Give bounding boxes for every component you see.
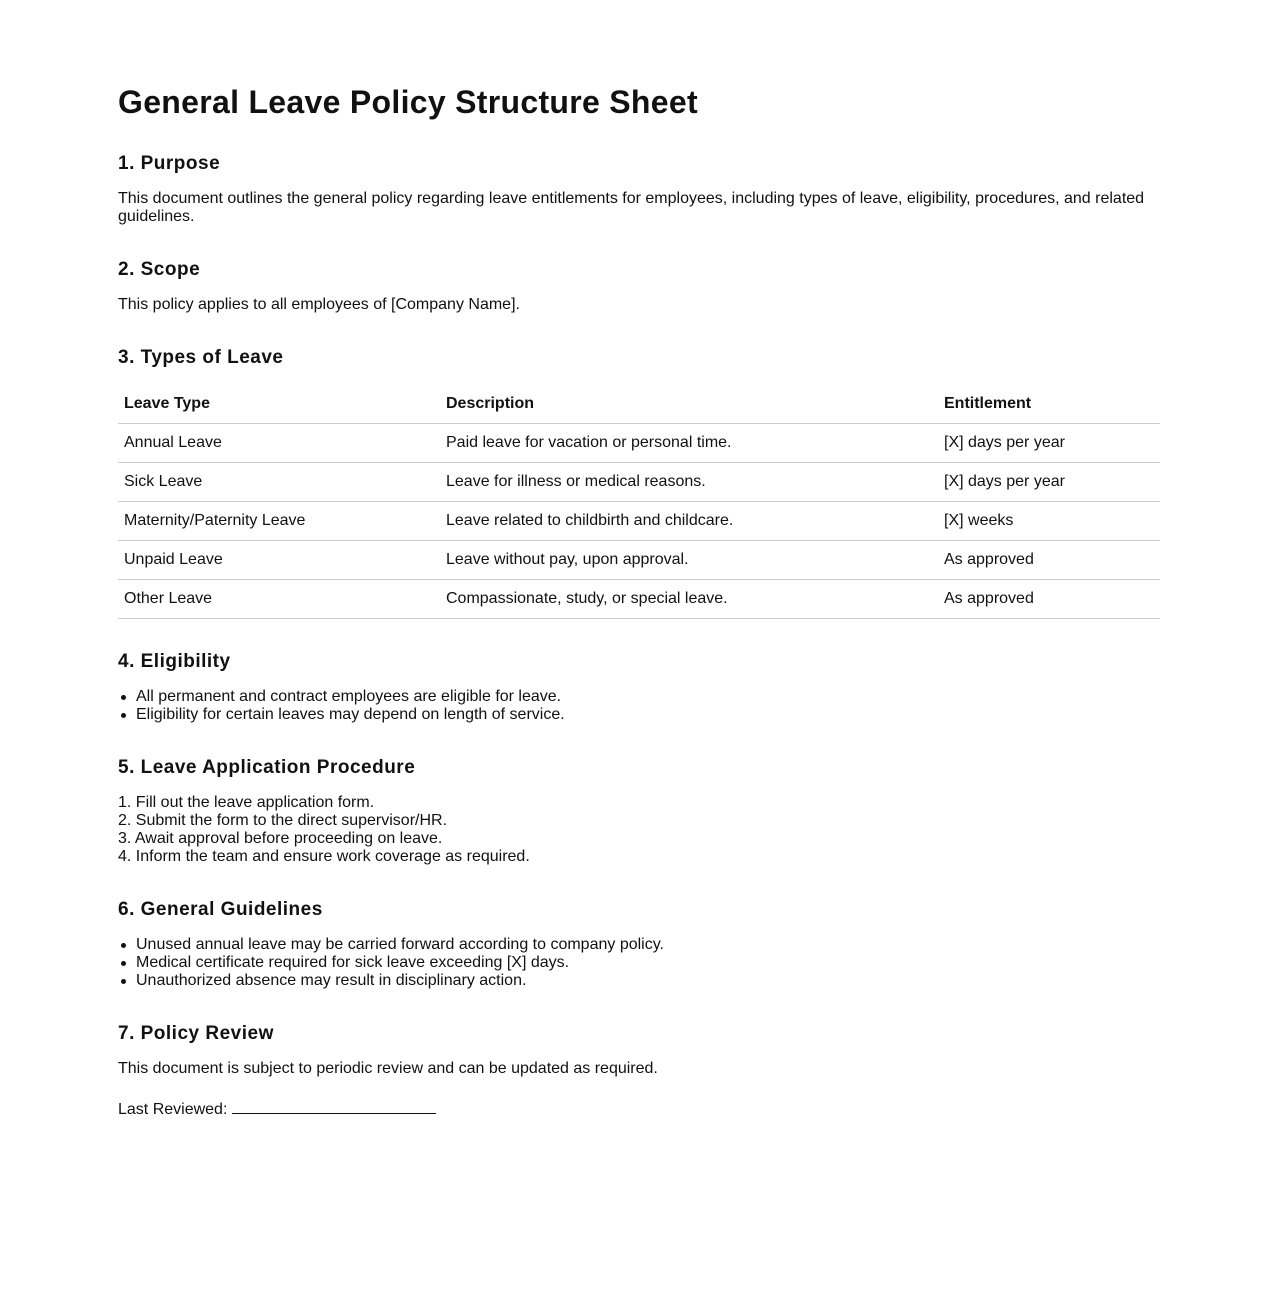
entitlement-cell: As approved bbox=[938, 580, 1160, 619]
list-item: 1. Fill out the leave application form. bbox=[118, 794, 375, 811]
leave-type-cell: Sick Leave bbox=[118, 463, 440, 502]
section-heading-review: 7. Policy Review bbox=[118, 1023, 274, 1044]
description-cell: Paid leave for vacation or personal time. bbox=[440, 424, 938, 463]
section-heading-scope: 2. Scope bbox=[118, 259, 201, 280]
entitlement-cell: [X] days per year bbox=[938, 463, 1160, 502]
description-cell: Leave related to childbirth and childcare. bbox=[440, 502, 938, 541]
review-text: This document is subject to periodic review and can be updated as required. bbox=[118, 1060, 658, 1077]
section-heading-procedure: 5. Leave Application Procedure bbox=[118, 757, 416, 778]
description-cell: Leave without pay, upon approval. bbox=[440, 541, 938, 580]
entitlement-cell: [X] days per year bbox=[938, 424, 1160, 463]
leave-type-cell: Unpaid Leave bbox=[118, 541, 440, 580]
last-reviewed-label: Last Reviewed: bbox=[118, 1101, 228, 1118]
table-row bbox=[118, 580, 1160, 619]
list-item: Eligibility for certain leaves may depend on length of service. bbox=[118, 706, 565, 724]
column-header-description: Description bbox=[440, 384, 938, 424]
guidelines-list bbox=[118, 936, 664, 990]
leave-type-cell: Annual Leave bbox=[118, 424, 440, 463]
leave-type-cell: Other Leave bbox=[118, 580, 440, 619]
table-row bbox=[118, 541, 1160, 580]
description-cell: Leave for illness or medical reasons. bbox=[440, 463, 938, 502]
procedure-list bbox=[118, 794, 530, 866]
entitlement-cell: As approved bbox=[938, 541, 1160, 580]
list-item: All permanent and contract employees are eligible for leave. bbox=[118, 688, 565, 706]
entitlement-cell: [X] weeks bbox=[938, 502, 1160, 541]
table-row bbox=[118, 424, 1160, 463]
last-reviewed-blank bbox=[232, 1098, 436, 1114]
eligibility-list bbox=[118, 688, 565, 724]
table-row bbox=[118, 463, 1160, 502]
page-title: General Leave Policy Structure Sheet bbox=[118, 84, 698, 120]
column-header-entitlement: Entitlement bbox=[938, 384, 1160, 424]
list-item: 3. Await approval before proceeding on leave. bbox=[118, 830, 443, 847]
list-item: Unauthorized absence may result in disciplinary action. bbox=[118, 972, 664, 990]
section-heading-eligibility: 4. Eligibility bbox=[118, 651, 231, 672]
last-reviewed-line bbox=[118, 1098, 1160, 1119]
list-item: 4. Inform the team and ensure work coverage as required. bbox=[118, 848, 530, 865]
section-heading-types: 3. Types of Leave bbox=[118, 347, 284, 368]
section-heading-purpose: 1. Purpose bbox=[118, 153, 221, 174]
list-item: 2. Submit the form to the direct supervisor/HR. bbox=[118, 812, 448, 829]
list-item: Medical certificate required for sick leave exceeding [X] days. bbox=[118, 954, 664, 972]
table-header-row bbox=[118, 384, 1160, 424]
purpose-text: This document outlines the general policy regarding leave entitlements for employees, including types of leave, eligibility, procedures, and related guidelines. bbox=[118, 190, 1145, 225]
list-item: Unused annual leave may be carried forward according to company policy. bbox=[118, 936, 664, 954]
description-cell: Compassionate, study, or special leave. bbox=[440, 580, 938, 619]
section-heading-guidelines: 6. General Guidelines bbox=[118, 899, 323, 920]
column-header-leave-type: Leave Type bbox=[118, 384, 440, 424]
table-row bbox=[118, 502, 1160, 541]
leave-type-cell: Maternity/Paternity Leave bbox=[118, 502, 440, 541]
leave-types-table bbox=[118, 384, 1160, 619]
scope-text: This policy applies to all employees of [Company Name]. bbox=[118, 296, 520, 313]
